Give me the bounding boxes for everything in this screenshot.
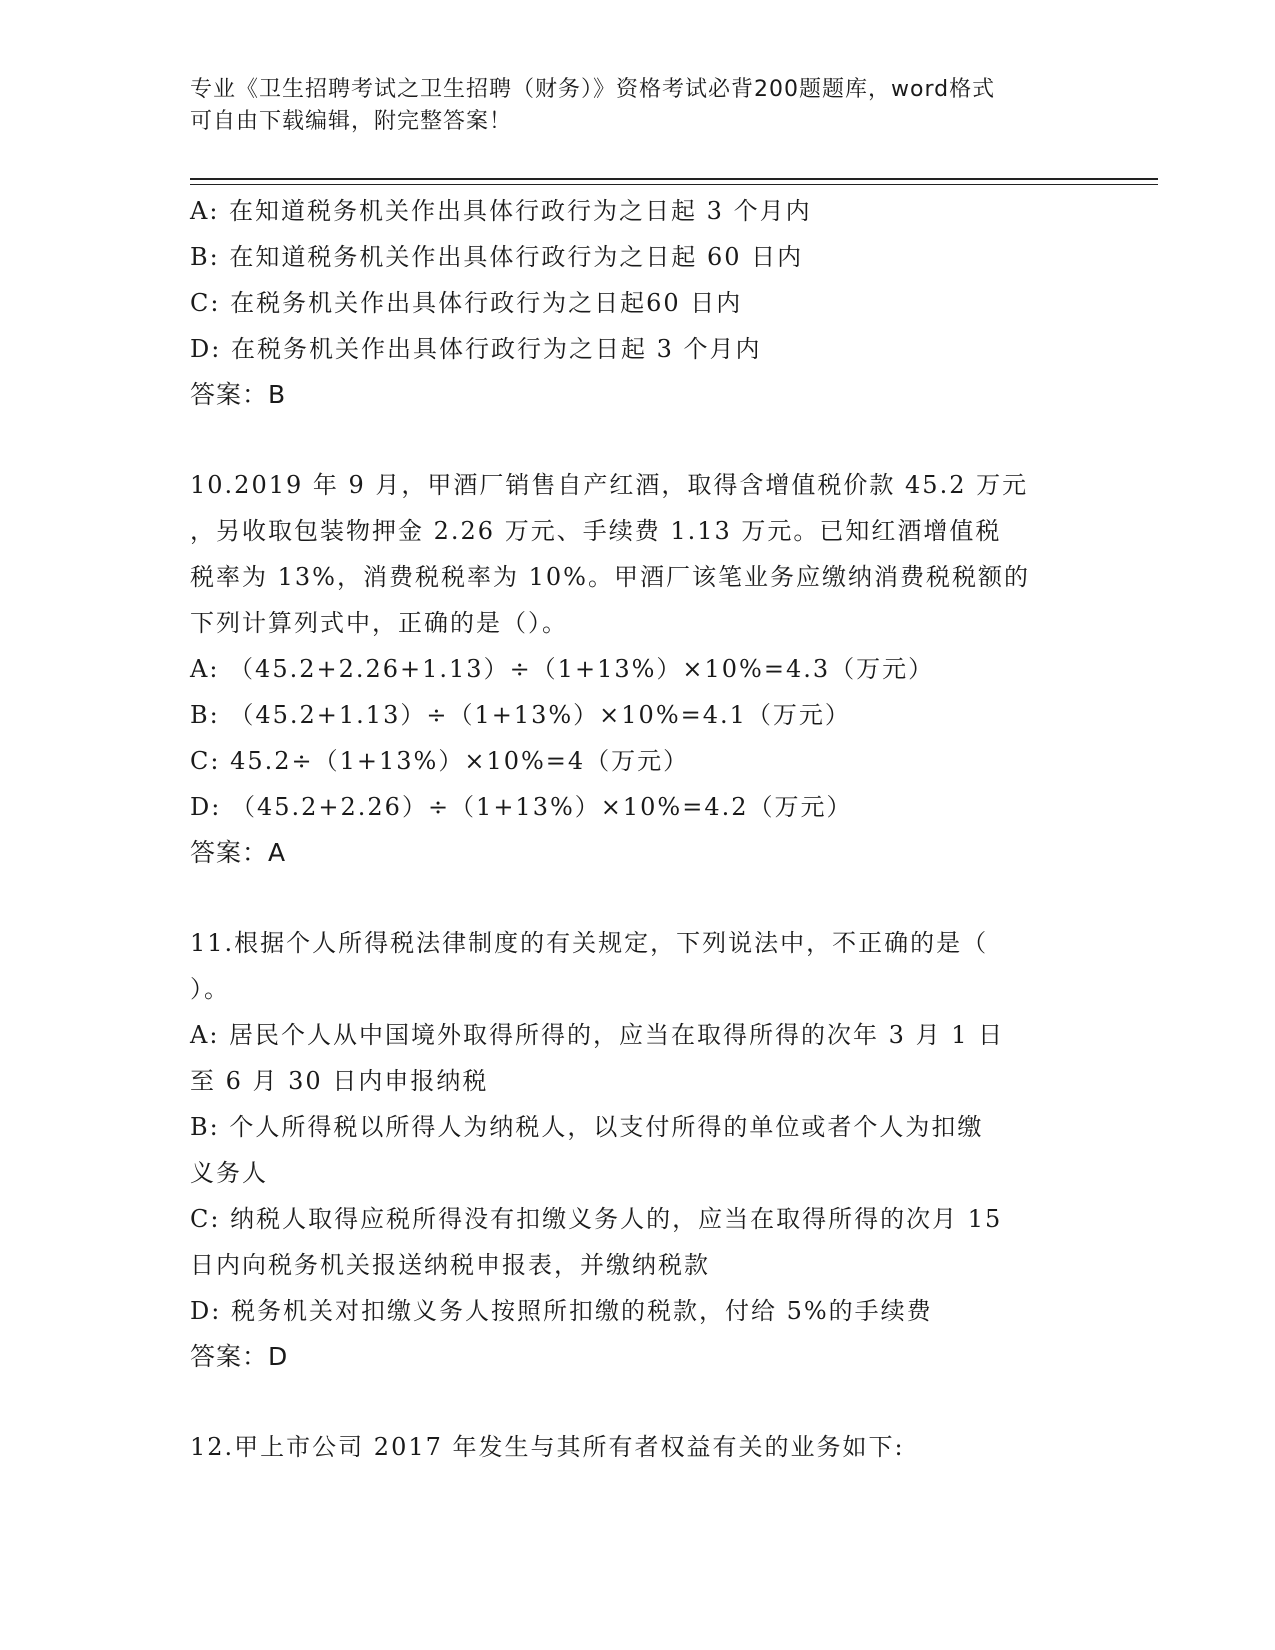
q12-stem-line-1: 12.甲上市公司 2017 年发生与其所有者权益有关的业务如下: (190, 1433, 905, 1461)
header-title-line-2: 可自由下载编辑，附完整答案！ (190, 109, 513, 134)
q10-option-d: D: （45.2+2.26）÷（1+13%）×10%=4.2（万元） (190, 793, 853, 821)
q11-option-b-line-1: B: 个人所得税以所得人为纳税人，以支付所得的单位或者个人为扣缴 (190, 1113, 984, 1141)
document-header (190, 74, 1090, 138)
document-body (190, 188, 1090, 1470)
q11-option-b-line-2: 义务人 (190, 1159, 268, 1187)
q11-stem-line-2: ）。 (190, 975, 230, 1003)
question-spacer (190, 1380, 1090, 1424)
question-spacer (190, 418, 1090, 462)
q11-stem-line-1: 11.根据个人所得税法律制度的有关规定，下列说法中，不正确的是（ (190, 929, 989, 957)
q10-option-a: A: （45.2+2.26+1.13）÷（1+13%）×10%=4.3（万元） (190, 655, 935, 683)
q9-option-b: B: 在知道税务机关作出具体行政行为之日起 60 日内 (190, 243, 804, 271)
header-title-line-1: 专业《卫生招聘考试之卫生招聘（财务）》资格考试必背200题题库，word格式 (190, 77, 996, 102)
q9-option-a: A: 在知道税务机关作出具体行政行为之日起 3 个月内 (190, 197, 812, 225)
question-9 (190, 188, 1090, 418)
header-divider-thick (190, 178, 1158, 180)
question-12 (190, 1424, 1090, 1470)
q10-stem-line-3: 税率为 13%，消费税税率为 10%。甲酒厂该笔业务应缴纳消费税税额的 (190, 563, 1030, 591)
q9-option-d: D: 在税务机关作出具体行政行为之日起 3 个月内 (190, 335, 762, 363)
q11-answer: 答案：D (190, 1342, 289, 1371)
q10-stem-line-1: 10.2019 年 9 月，甲酒厂销售自产红酒，取得含增值税价款 45.2 万元 (190, 471, 1029, 499)
q10-option-c: C: 45.2÷（1+13%）×10%=4（万元） (190, 747, 690, 775)
q10-stem-line-2: ，另收取包装物押金 2.26 万元、手续费 1.13 万元。已知红酒增值税 (190, 517, 1002, 545)
question-11 (190, 920, 1090, 1380)
question-10 (190, 462, 1090, 876)
q10-stem-line-4: 下列计算列式中，正确的是（）。 (190, 609, 568, 637)
q10-option-b: B: （45.2+1.13）÷（1+13%）×10%=4.1（万元） (190, 701, 851, 729)
question-spacer (190, 876, 1090, 920)
q11-option-d: D: 税务机关对扣缴义务人按照所扣缴的税款，付给 5%的手续费 (190, 1297, 933, 1325)
header-divider-thin (190, 184, 1158, 185)
q10-answer: 答案：A (190, 838, 287, 867)
q11-option-c-line-2: 日内向税务机关报送纳税申报表，并缴纳税款 (190, 1251, 710, 1279)
q9-option-c: C: 在税务机关作出具体行政行为之日起60 日内 (190, 289, 743, 317)
q11-option-c-line-1: C: 纳税人取得应税所得没有扣缴义务人的，应当在取得所得的次月 15 (190, 1205, 1003, 1233)
q9-answer: 答案：B (190, 380, 287, 409)
q11-option-a-line-1: A: 居民个人从中国境外取得所得的，应当在取得所得的次年 3 月 1 日 (190, 1021, 1005, 1049)
q11-option-a-line-2: 至 6 月 30 日内申报纳税 (190, 1067, 489, 1095)
